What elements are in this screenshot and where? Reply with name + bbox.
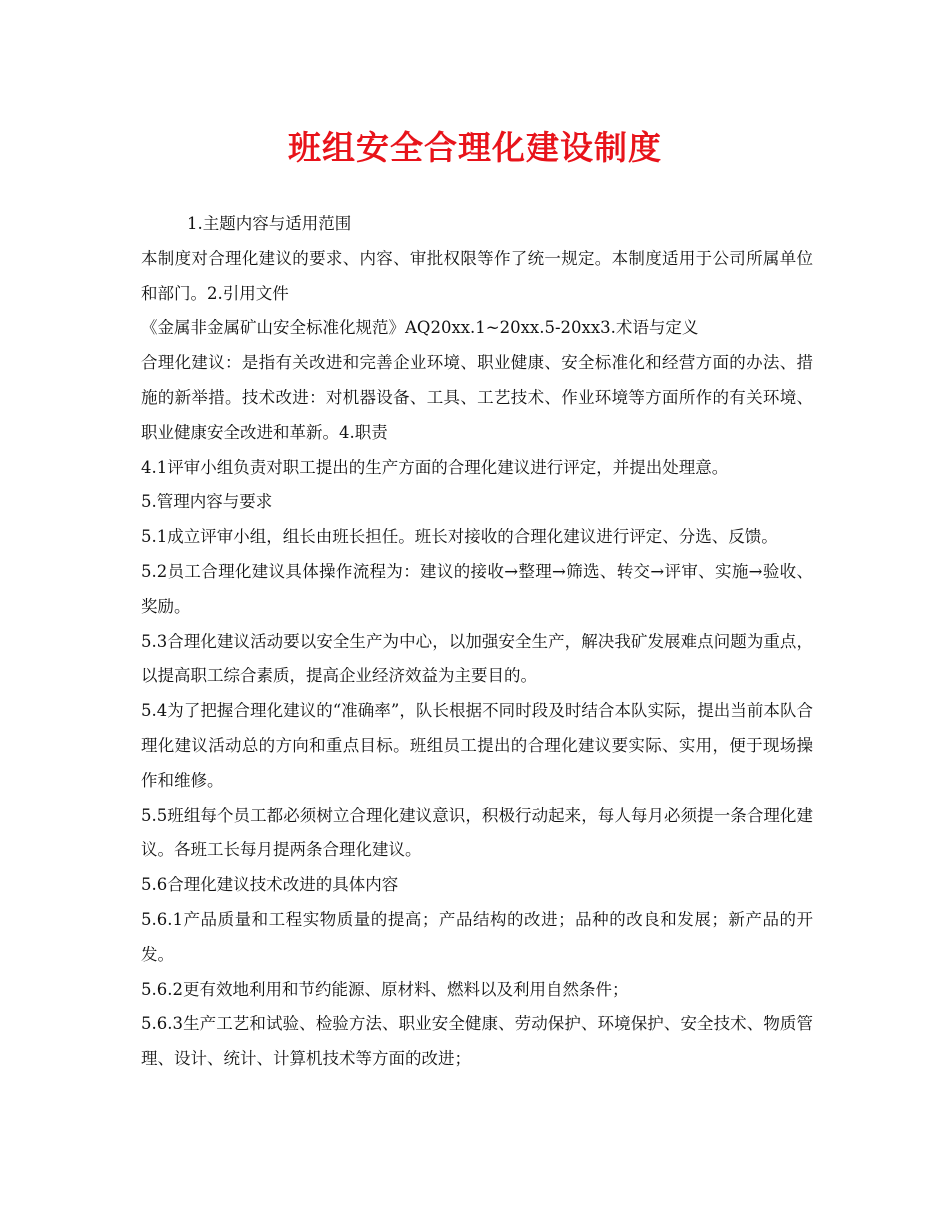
paragraph-scope: 本制度对合理化建议的要求、内容、审批权限等作了统一规定。本制度适用于公司所属单位和部门。2.引用文件: [141, 248, 813, 303]
document-body: [141, 207, 813, 1077]
paragraph-5-6-3: 5.6.3生产工艺和试验、检验方法、职业安全健康、劳动保护、环境保护、安全技术、物质管理、设计、统计、计算机技术等方面的改进；: [141, 1014, 813, 1069]
section-heading-5: 5.管理内容与要求: [141, 492, 273, 512]
paragraph-definitions: 合理化建议：是指有关改进和完善企业环境、职业健康、安全标准化和经营方面的办法、措施的新举措。技术改进：对机器设备、工具、工艺技术、作业环境等方面所作的有关环境、职业健康安全改进和革新。4.职责: [141, 353, 813, 442]
paragraph-5-2: 5.2员工合理化建议具体操作流程为：建议的接收→整理→筛选、转交→评审、实施→验收、奖励。: [141, 561, 813, 616]
paragraph-5-5: 5.5班组每个员工都必须树立合理化建议意识，积极行动起来，每人每月必须提一条合理化建议。各班工长每月提两条合理化建议。: [141, 805, 813, 860]
paragraph-references: 《金属非金属矿山安全标准化规范》AQ20xx.1~20xx.5-20xx3.术语与定义: [141, 318, 699, 338]
paragraph-5-1: 5.1成立评审小组，组长由班长担任。班长对接收的合理化建议进行评定、分选、反馈。: [141, 527, 778, 547]
paragraph-5-6: 5.6合理化建议技术改进的具体内容: [141, 875, 399, 895]
document-title: 班组安全合理化建设制度: [288, 128, 662, 167]
paragraph-5-6-2: 5.6.2更有效地利用和节约能源、原材料、燃料以及利用自然条件；: [141, 979, 629, 999]
paragraph-5-6-1: 5.6.1产品质量和工程实物质量的提高；产品结构的改进；品种的改良和发展；新产品的开发。: [141, 909, 813, 964]
paragraph-5-3: 5.3合理化建议活动要以安全生产为中心，以加强安全生产，解决我矿发展难点问题为重点，以提高职工综合素质，提高企业经济效益为主要目的。: [141, 631, 813, 686]
paragraph-4-1: 4.1评审小组负责对职工提出的生产方面的合理化建议进行评定，并提出处理意。: [141, 457, 729, 477]
paragraph-5-4: 5.4为了把握合理化建议的“准确率”，队长根据不同时段及时结合本队实际，提出当前本队合理化建议活动总的方向和重点目标。班组员工提出的合理化建议要实际、实用，便于现场操作和维修。: [141, 701, 813, 790]
section-heading-1: 1.主题内容与适用范围: [187, 214, 352, 233]
